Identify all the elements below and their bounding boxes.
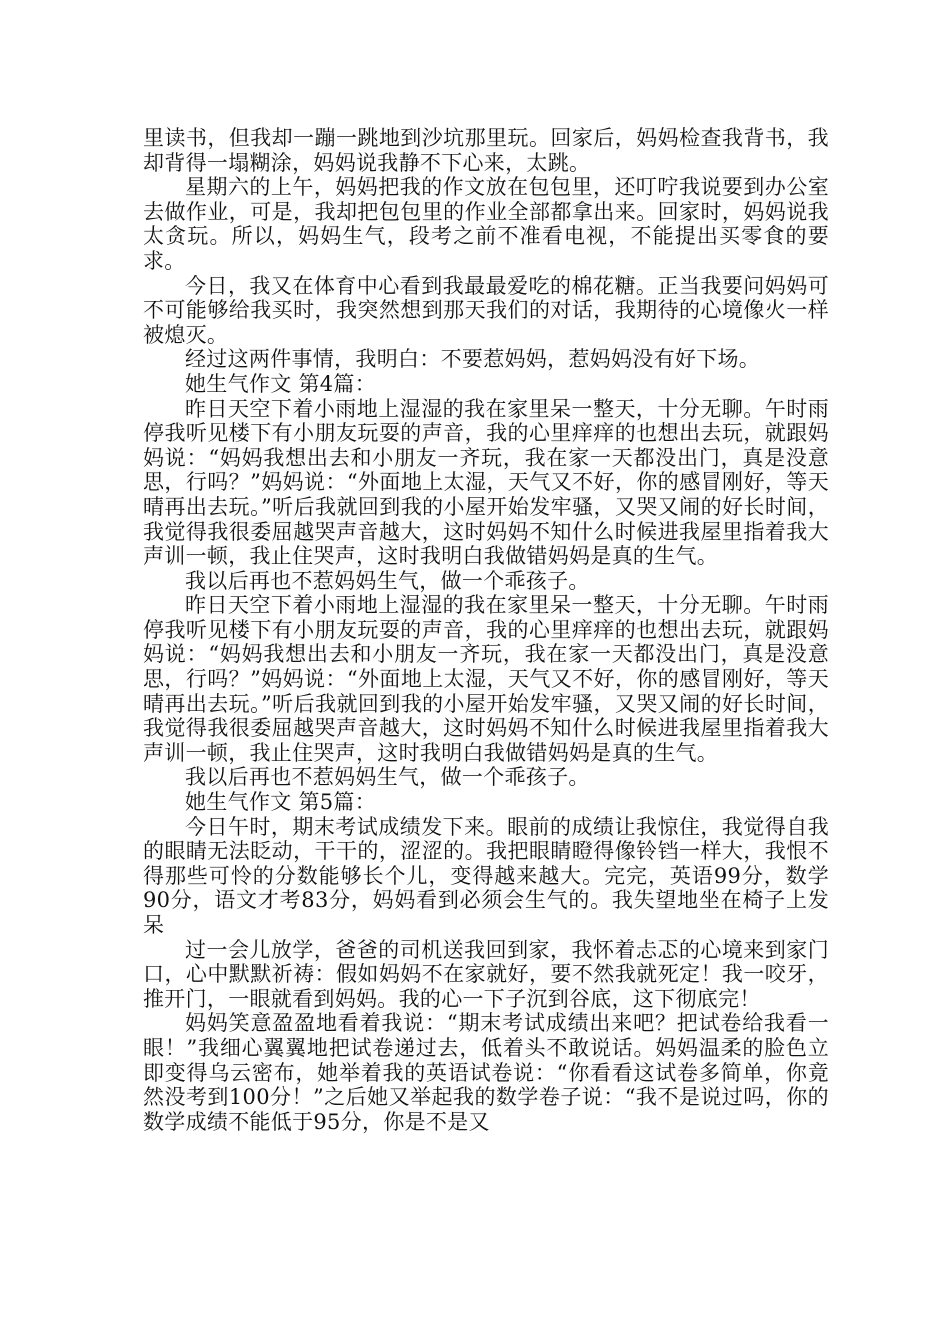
paragraph: 我以后再也不惹妈妈生气，做一个乖孩子。: [185, 568, 590, 593]
paragraph: 昨日天空下着小雨地上湿湿的我在家里呆一整天，十分无聊。午时雨停我听见楼下有小朋友玩耍的声音，我的心里痒痒的也想出去玩，就跟妈妈说：“妈妈我想出去和小朋友一齐玩，我在家一天都没出门，真是没意思，行吗？”妈妈说：“外面地上太湿，天气又不好，你的感冒刚好，等天晴再出去玩。”听后我就回到我的小屋开始发牢骚，又哭又闹的好长时间，我觉得我很委屈越哭声音越大，这时妈妈不知什么时候进我屋里指着我大声训一顿，我止住哭声，这时我明白我做错妈妈是真的生气。: [143, 593, 829, 765]
paragraph: 今日，我又在体育中心看到我最最爱吃的棉花糖。正当我要问妈妈可不可能够给我买时，我突然想到那天我们的对话，我期待的心境像火一样被熄灭。: [143, 273, 829, 347]
paragraph: 经过这两件事情，我明白：不要惹妈妈，惹妈妈没有好下场。: [185, 347, 761, 372]
paragraph: 我以后再也不惹妈妈生气，做一个乖孩子。: [185, 765, 590, 790]
paragraph: 星期六的上午，妈妈把我的作文放在包包里，还叮咛我说要到办公室去做作业，可是，我却把包包里的作业全部都拿出来。回家时，妈妈说我太贪玩。所以，妈妈生气，段考之前不准看电视，不能提出买零食的要求。: [143, 175, 829, 273]
paragraph: 过一会儿放学，爸爸的司机送我回到家，我怀着忐忑的心境来到家门口，心中默默祈祷：假如妈妈不在家就好，要不然我就死定！我一咬牙，推开门，一眼就看到妈妈。我的心一下子沉到谷底，这下彻底完！: [143, 937, 829, 1011]
section-heading: 她生气作文 第5篇：: [185, 790, 377, 815]
section-heading: 她生气作文 第4篇：: [185, 371, 377, 396]
paragraph: 今日午时，期末考试成绩发下来。眼前的成绩让我惊住，我觉得自我的眼睛无法眨动，干干的，涩涩的。我把眼睛瞪得像铃铛一样大，我恨不得那些可怜的分数能够长个儿，变得越来越大。完完，英语99分，数学90分，语文才考83分，妈妈看到必须会生气的。我失望地坐在椅子上发呆: [143, 814, 829, 937]
paragraph: 昨日天空下着小雨地上湿湿的我在家里呆一整天，十分无聊。午时雨停我听见楼下有小朋友玩耍的声音，我的心里痒痒的也想出去玩，就跟妈妈说：“妈妈我想出去和小朋友一齐玩，我在家一天都没出门，真是没意思，行吗？”妈妈说：“外面地上太湿，天气又不好，你的感冒刚好，等天晴再出去玩。”听后我就回到我的小屋开始发牢骚，又哭又闹的好长时间，我觉得我很委屈越哭声音越大，这时妈妈不知什么时候进我屋里指着我大声训一顿，我止住哭声，这时我明白我做错妈妈是真的生气。: [143, 396, 829, 569]
document-body: [143, 126, 829, 1134]
paragraph: 里读书，但我却一蹦一跳地到沙坑那里玩。回家后，妈妈检查我背书，我却背得一塌糊涂，妈妈说我静不下心来，太跳。: [143, 126, 829, 175]
paragraph: 妈妈笑意盈盈地看着我说：“期末考试成绩出来吧？把试卷给我看一眼！”我细心翼翼地把试卷递过去，低着头不敢说话。妈妈温柔的脸色立即变得乌云密布，她举着我的英语试卷说：“你看看这试卷多简单，你竟然没考到100分！”之后她又举起我的数学卷子说：“我不是说过吗，你的数学成绩不能低于95分，你是不是又: [143, 1011, 829, 1134]
